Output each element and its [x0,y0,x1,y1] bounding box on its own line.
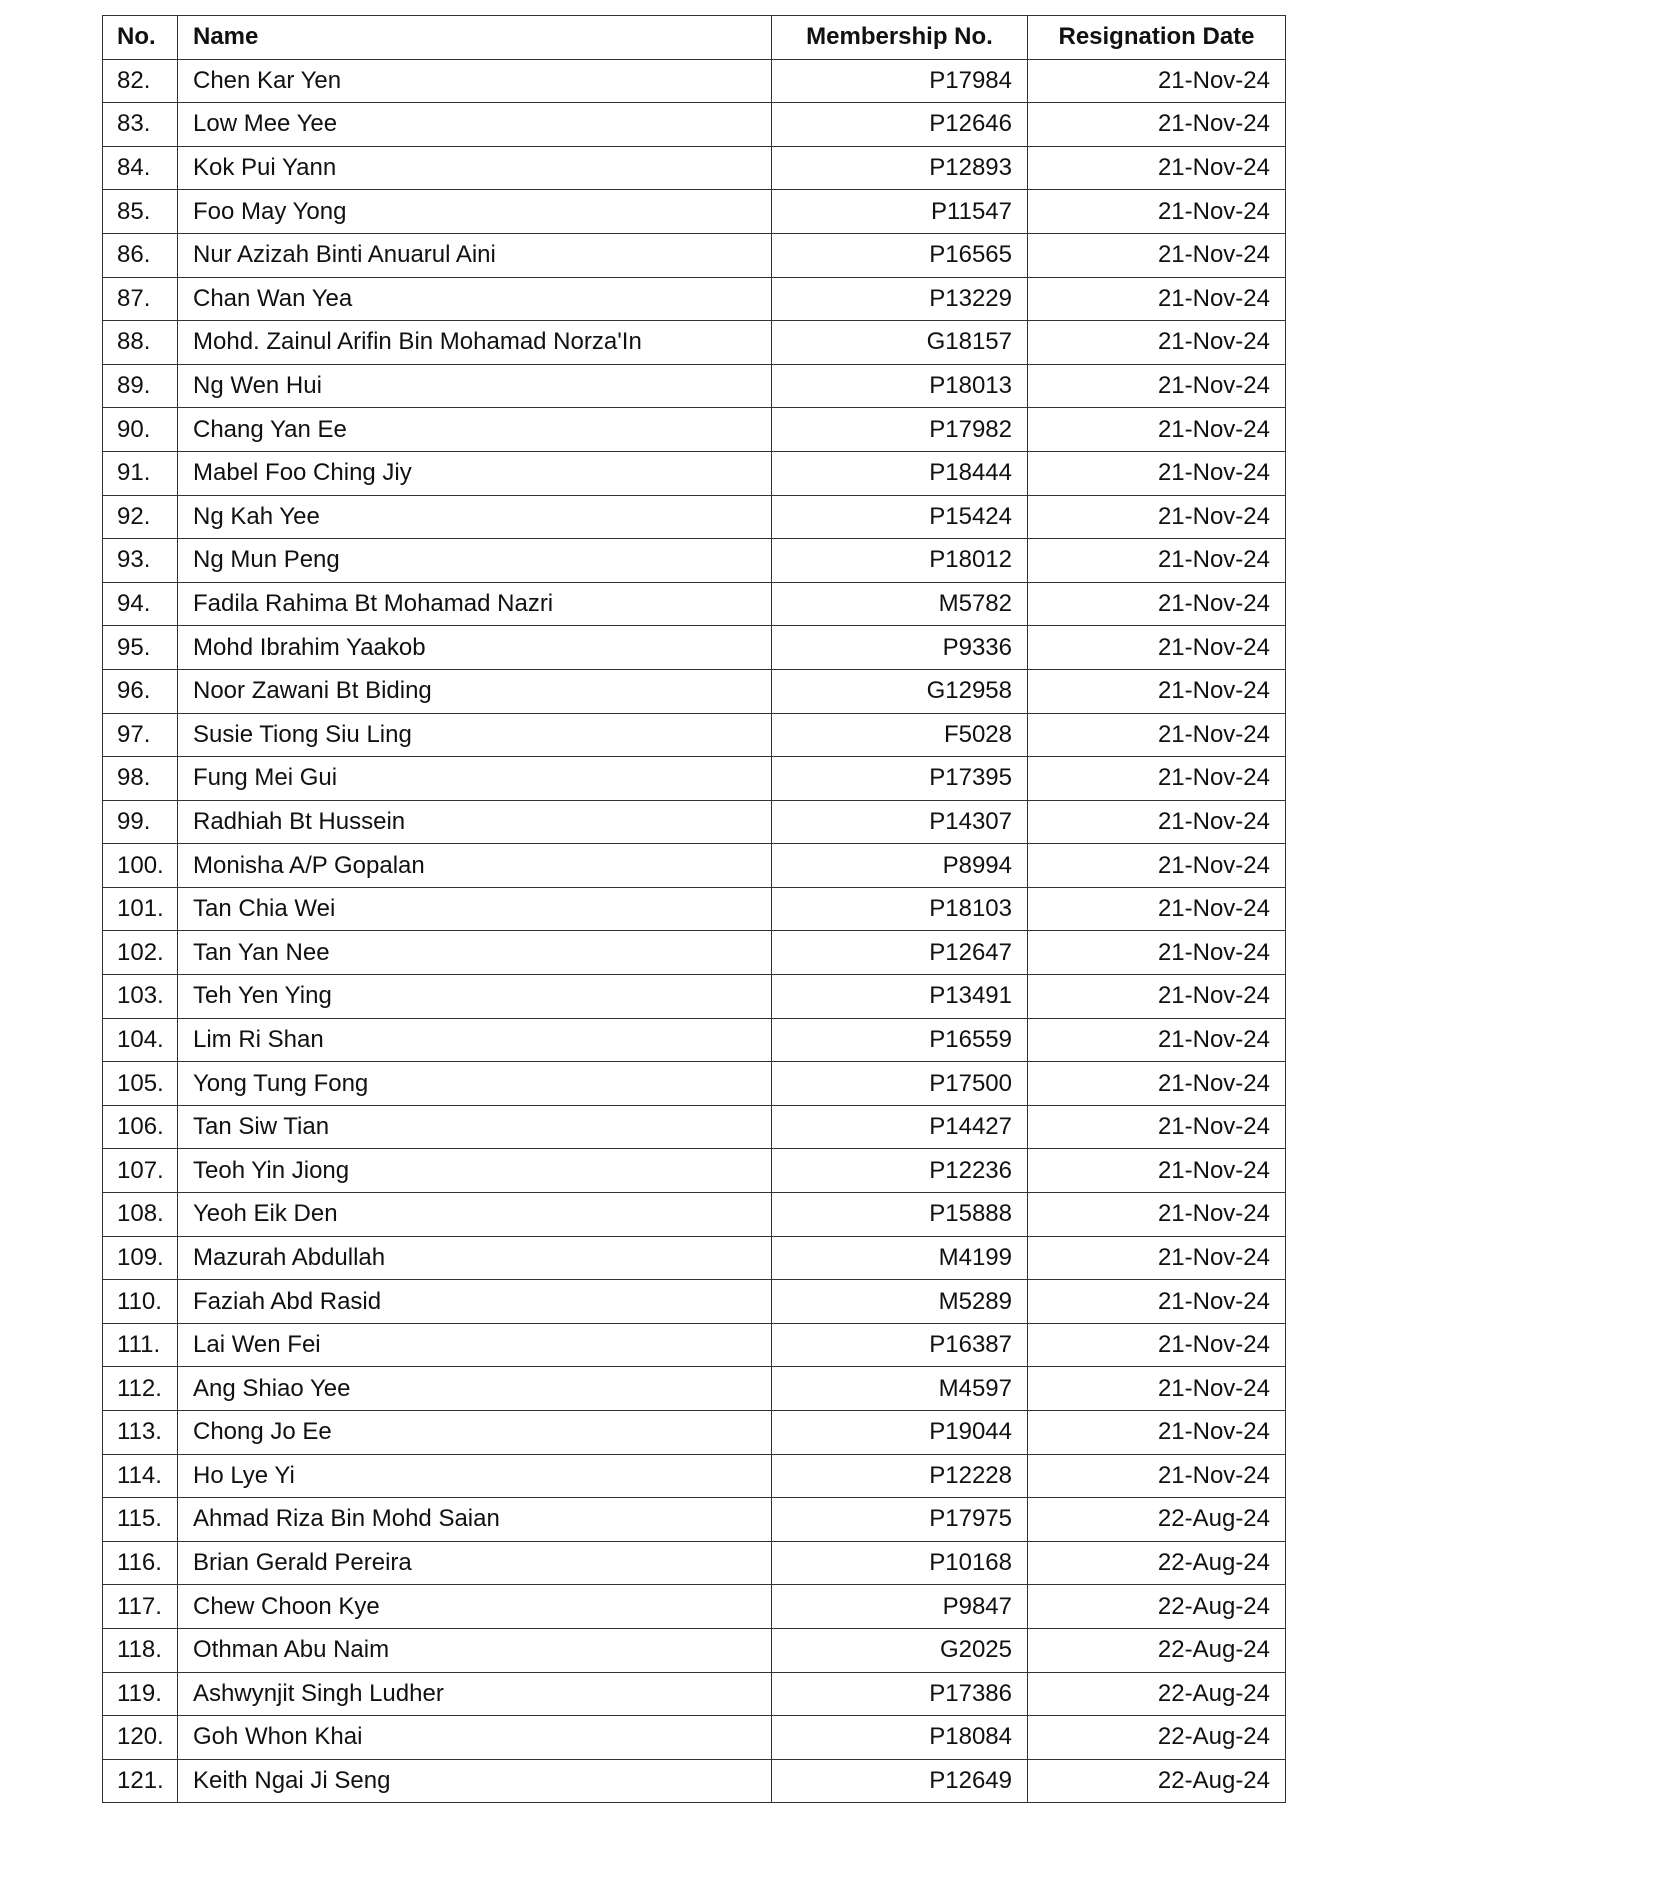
table-row [103,1236,1286,1280]
row-number: 90. [103,408,178,452]
member-name: Ng Mun Peng [178,539,772,583]
table-row [103,1018,1286,1062]
row-number: 109. [103,1236,178,1280]
resignation-date: 21-Nov-24 [1028,757,1286,801]
resignation-date: 21-Nov-24 [1028,1280,1286,1324]
header-membership-no: Membership No. [772,16,1028,60]
resignation-date: 21-Nov-24 [1028,931,1286,975]
member-name: Mohd Ibrahim Yaakob [178,626,772,670]
membership-number: G18157 [772,321,1028,365]
table-row [103,1541,1286,1585]
table-row [103,1367,1286,1411]
membership-number: M4597 [772,1367,1028,1411]
membership-number: F5028 [772,713,1028,757]
member-name: Yong Tung Fong [178,1062,772,1106]
membership-number: M5782 [772,582,1028,626]
member-name: Ang Shiao Yee [178,1367,772,1411]
table-row [103,364,1286,408]
row-number: 84. [103,146,178,190]
row-number: 100. [103,844,178,888]
member-name: Lim Ri Shan [178,1018,772,1062]
membership-number: P17395 [772,757,1028,801]
table-row [103,669,1286,713]
row-number: 85. [103,190,178,234]
member-name: Mohd. Zainul Arifin Bin Mohamad Norza'In [178,321,772,365]
membership-number: P16559 [772,1018,1028,1062]
membership-number: P18084 [772,1716,1028,1760]
header-name: Name [178,16,772,60]
table-row [103,190,1286,234]
resignation-date: 21-Nov-24 [1028,1367,1286,1411]
header-resignation-date: Resignation Date [1028,16,1286,60]
header-no: No. [103,16,178,60]
member-name: Fadila Rahima Bt Mohamad Nazri [178,582,772,626]
row-number: 115. [103,1498,178,1542]
membership-number: P17982 [772,408,1028,452]
resignation-date: 21-Nov-24 [1028,495,1286,539]
member-name: Noor Zawani Bt Biding [178,669,772,713]
resignation-table [102,15,1286,1803]
member-name: Keith Ngai Ji Seng [178,1759,772,1803]
resignation-date: 21-Nov-24 [1028,1323,1286,1367]
resignation-date: 21-Nov-24 [1028,1193,1286,1237]
row-number: 93. [103,539,178,583]
member-name: Chew Choon Kye [178,1585,772,1629]
resignation-date: 22-Aug-24 [1028,1716,1286,1760]
resignation-date: 22-Aug-24 [1028,1585,1286,1629]
membership-number: P16565 [772,233,1028,277]
member-name: Mabel Foo Ching Jiy [178,451,772,495]
resignation-date: 22-Aug-24 [1028,1628,1286,1672]
resignation-date: 21-Nov-24 [1028,277,1286,321]
row-number: 108. [103,1193,178,1237]
membership-number: P15888 [772,1193,1028,1237]
row-number: 86. [103,233,178,277]
row-number: 106. [103,1105,178,1149]
member-name: Nur Azizah Binti Anuarul Aini [178,233,772,277]
table-row [103,59,1286,103]
table-row [103,1323,1286,1367]
membership-number: M5289 [772,1280,1028,1324]
member-name: Chong Jo Ee [178,1411,772,1455]
resignation-date: 21-Nov-24 [1028,103,1286,147]
membership-number: P9847 [772,1585,1028,1629]
row-number: 111. [103,1323,178,1367]
resignation-date: 21-Nov-24 [1028,321,1286,365]
table-row [103,1759,1286,1803]
member-name: Goh Whon Khai [178,1716,772,1760]
member-name: Radhiah Bt Hussein [178,800,772,844]
resignation-date: 21-Nov-24 [1028,1062,1286,1106]
row-number: 110. [103,1280,178,1324]
table-row [103,539,1286,583]
membership-number: P12649 [772,1759,1028,1803]
table-row [103,1585,1286,1629]
membership-number: P18444 [772,451,1028,495]
member-name: Mazurah Abdullah [178,1236,772,1280]
resignation-date: 22-Aug-24 [1028,1541,1286,1585]
resignation-date: 21-Nov-24 [1028,1105,1286,1149]
row-number: 92. [103,495,178,539]
membership-number: P11547 [772,190,1028,234]
member-name: Fung Mei Gui [178,757,772,801]
resignation-date: 21-Nov-24 [1028,190,1286,234]
table-row [103,713,1286,757]
table-row [103,1149,1286,1193]
row-number: 114. [103,1454,178,1498]
table-row [103,844,1286,888]
row-number: 121. [103,1759,178,1803]
table-row [103,408,1286,452]
table-row [103,495,1286,539]
resignation-date: 21-Nov-24 [1028,669,1286,713]
row-number: 120. [103,1716,178,1760]
member-name: Othman Abu Naim [178,1628,772,1672]
resignation-date: 21-Nov-24 [1028,1454,1286,1498]
membership-number: P15424 [772,495,1028,539]
table-row [103,626,1286,670]
table-row [103,1628,1286,1672]
row-number: 101. [103,887,178,931]
table-row [103,1193,1286,1237]
table-row [103,1062,1286,1106]
membership-number: P19044 [772,1411,1028,1455]
resignation-date: 21-Nov-24 [1028,800,1286,844]
member-name: Ho Lye Yi [178,1454,772,1498]
table-row [103,146,1286,190]
row-number: 105. [103,1062,178,1106]
row-number: 96. [103,669,178,713]
resignation-date: 21-Nov-24 [1028,146,1286,190]
member-name: Foo May Yong [178,190,772,234]
resignation-date: 21-Nov-24 [1028,451,1286,495]
member-name: Kok Pui Yann [178,146,772,190]
row-number: 97. [103,713,178,757]
membership-number: M4199 [772,1236,1028,1280]
membership-number: P17386 [772,1672,1028,1716]
table-row [103,103,1286,147]
table-row [103,1498,1286,1542]
row-number: 104. [103,1018,178,1062]
membership-number: P18012 [772,539,1028,583]
table-row [103,1672,1286,1716]
resignation-date: 21-Nov-24 [1028,539,1286,583]
resignation-date: 22-Aug-24 [1028,1498,1286,1542]
member-name: Lai Wen Fei [178,1323,772,1367]
table-header-row [103,16,1286,60]
membership-number: P18103 [772,887,1028,931]
table-row [103,233,1286,277]
row-number: 91. [103,451,178,495]
membership-number: P14427 [772,1105,1028,1149]
resignation-date: 21-Nov-24 [1028,1236,1286,1280]
table-row [103,1280,1286,1324]
member-name: Tan Yan Nee [178,931,772,975]
table-row [103,800,1286,844]
row-number: 95. [103,626,178,670]
membership-number: P12893 [772,146,1028,190]
row-number: 103. [103,975,178,1019]
row-number: 82. [103,59,178,103]
table-row [103,277,1286,321]
resignation-date: 21-Nov-24 [1028,887,1286,931]
resignation-date: 21-Nov-24 [1028,626,1286,670]
member-name: Tan Siw Tian [178,1105,772,1149]
resignation-date: 22-Aug-24 [1028,1672,1286,1716]
table-row [103,757,1286,801]
row-number: 113. [103,1411,178,1455]
table-row [103,1411,1286,1455]
member-name: Ng Wen Hui [178,364,772,408]
row-number: 116. [103,1541,178,1585]
table-row [103,975,1286,1019]
resignation-date: 21-Nov-24 [1028,582,1286,626]
member-name: Low Mee Yee [178,103,772,147]
membership-number: P8994 [772,844,1028,888]
membership-number: P16387 [772,1323,1028,1367]
resignation-date: 21-Nov-24 [1028,364,1286,408]
member-name: Ahmad Riza Bin Mohd Saian [178,1498,772,1542]
membership-number: P12647 [772,931,1028,975]
member-name: Monisha A/P Gopalan [178,844,772,888]
table-row [103,321,1286,365]
resignation-date: 21-Nov-24 [1028,1018,1286,1062]
resignation-date: 21-Nov-24 [1028,713,1286,757]
member-name: Faziah Abd Rasid [178,1280,772,1324]
resignation-date: 22-Aug-24 [1028,1759,1286,1803]
membership-number: P13491 [772,975,1028,1019]
membership-number: P17500 [772,1062,1028,1106]
membership-number: P12646 [772,103,1028,147]
row-number: 94. [103,582,178,626]
member-name: Chang Yan Ee [178,408,772,452]
row-number: 119. [103,1672,178,1716]
table-row [103,887,1286,931]
member-name: Tan Chia Wei [178,887,772,931]
row-number: 102. [103,931,178,975]
resignation-date: 21-Nov-24 [1028,233,1286,277]
row-number: 89. [103,364,178,408]
membership-number: G2025 [772,1628,1028,1672]
row-number: 107. [103,1149,178,1193]
row-number: 88. [103,321,178,365]
table-row [103,582,1286,626]
row-number: 99. [103,800,178,844]
row-number: 118. [103,1628,178,1672]
member-name: Teh Yen Ying [178,975,772,1019]
membership-number: P17984 [772,59,1028,103]
member-name: Ng Kah Yee [178,495,772,539]
member-name: Ashwynjit Singh Ludher [178,1672,772,1716]
resignation-date: 21-Nov-24 [1028,975,1286,1019]
membership-number: P10168 [772,1541,1028,1585]
membership-number: G12958 [772,669,1028,713]
membership-number: P17975 [772,1498,1028,1542]
table-row [103,1105,1286,1149]
membership-number: P9336 [772,626,1028,670]
table-row [103,931,1286,975]
row-number: 83. [103,103,178,147]
row-number: 112. [103,1367,178,1411]
row-number: 117. [103,1585,178,1629]
membership-number: P14307 [772,800,1028,844]
membership-number: P13229 [772,277,1028,321]
member-name: Susie Tiong Siu Ling [178,713,772,757]
resignation-date: 21-Nov-24 [1028,1149,1286,1193]
resignation-date: 21-Nov-24 [1028,1411,1286,1455]
resignation-date: 21-Nov-24 [1028,408,1286,452]
table-body [103,59,1286,1803]
resignation-date: 21-Nov-24 [1028,59,1286,103]
membership-number: P12228 [772,1454,1028,1498]
table-row [103,1454,1286,1498]
table-row [103,1716,1286,1760]
row-number: 87. [103,277,178,321]
member-name: Chan Wan Yea [178,277,772,321]
member-name: Brian Gerald Pereira [178,1541,772,1585]
member-name: Teoh Yin Jiong [178,1149,772,1193]
resignation-date: 21-Nov-24 [1028,844,1286,888]
membership-number: P18013 [772,364,1028,408]
membership-number: P12236 [772,1149,1028,1193]
table-row [103,451,1286,495]
member-name: Chen Kar Yen [178,59,772,103]
member-name: Yeoh Eik Den [178,1193,772,1237]
row-number: 98. [103,757,178,801]
